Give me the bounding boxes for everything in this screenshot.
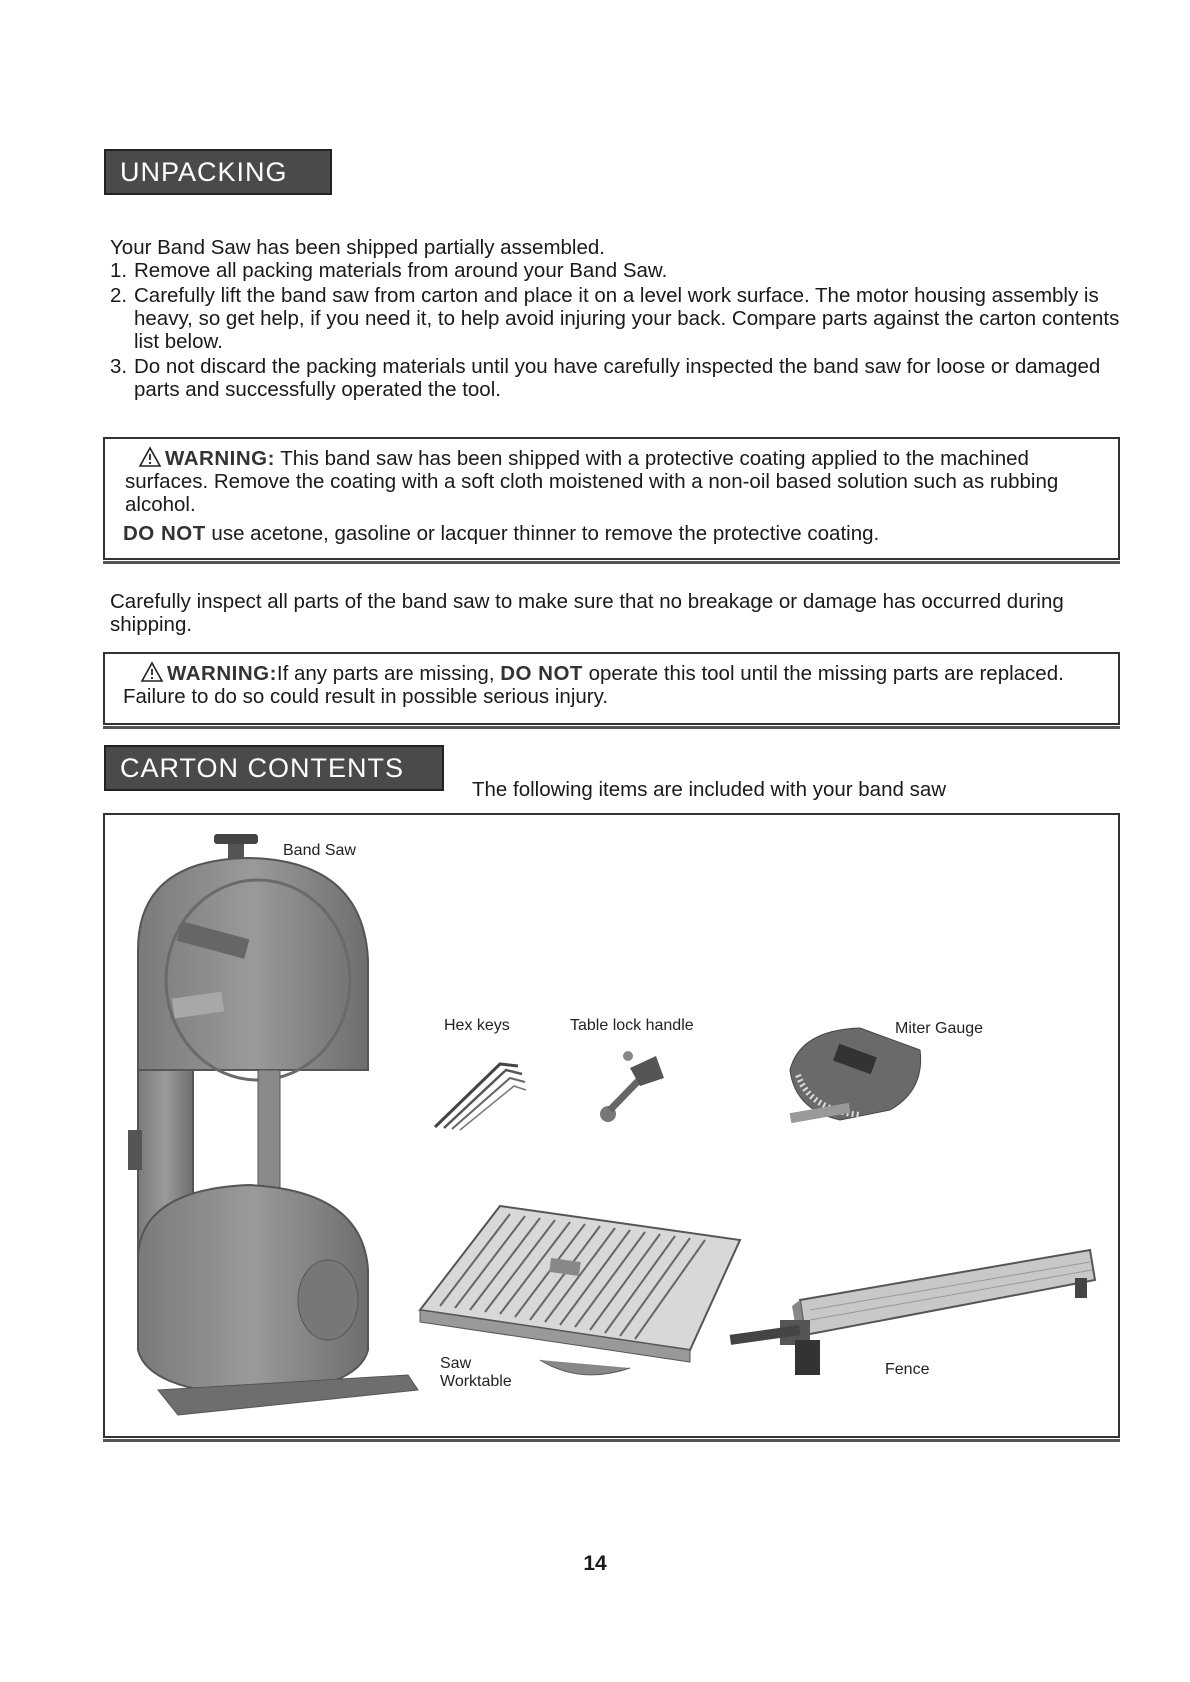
step-number: 1. (110, 259, 128, 282)
warning-box-missing-parts (103, 652, 1120, 725)
donot-label: DO NOT (123, 522, 206, 545)
unpacking-heading-text: UNPACKING (120, 156, 288, 187)
donot-label: DO NOT (500, 662, 583, 685)
fence-label: Fence (885, 1361, 930, 1378)
step-number: 2. (110, 284, 128, 307)
warning-text-b: operate this tool until the missing parts are replaced. Failure to do so could result in possible serious injury. (123, 662, 1064, 708)
step-text: Do not discard the packing materials until you have carefully inspected the band saw for loose or damaged parts and successfully operated the tool. (134, 355, 1101, 401)
warning-label: WARNING: (165, 447, 275, 470)
warning-label: WARNING: (167, 662, 277, 685)
hex-keys-illustration (430, 1052, 530, 1132)
band-saw-illustration (118, 830, 448, 1420)
step-number: 3. (110, 355, 128, 378)
table-lock-handle-illustration (588, 1046, 678, 1126)
unpacking-heading (104, 149, 332, 195)
carton-contents-heading-text: CARTON CONTENTS (120, 752, 405, 783)
table-lock-handle-label: Table lock handle (570, 1017, 694, 1034)
warning-triangle-icon (141, 662, 163, 682)
inspect-text: Carefully inspect all parts of the band saw to make sure that no breakage or damage has occurred during shipping. (110, 590, 1064, 636)
warning-box-coating (103, 437, 1120, 560)
step-text: Carefully lift the band saw from carton and place it on a level work surface. The motor housing assembly is heavy, so get help, if you need it, to help avoid injuring your back. Compare parts against the carton contents list below. (134, 284, 1120, 353)
list-item (110, 284, 1130, 353)
miter-gauge-label: Miter Gauge (895, 1020, 984, 1037)
saw-worktable-label (440, 1355, 512, 1391)
donot-text: use acetone, gasoline or lacquer thinner to remove the protective coating. (205, 522, 880, 545)
list-item (110, 259, 1130, 282)
warning-paragraph (113, 662, 1110, 708)
band-saw-label: Band Saw (283, 842, 356, 859)
unpacking-intro: Your Band Saw has been shipped partially assembled. (110, 236, 605, 259)
warning-text-a: If any parts are missing, (276, 662, 501, 685)
hex-keys-label: Hex keys (444, 1017, 510, 1034)
donot-paragraph (113, 522, 1110, 545)
step-text: Remove all packing materials from around your Band Saw. (134, 259, 668, 282)
list-item (110, 355, 1130, 401)
carton-contents-heading (104, 745, 444, 791)
unpacking-steps (110, 259, 1130, 403)
carton-contents-intro: The following items are included with your band saw (472, 778, 947, 801)
page-number: 14 (583, 1552, 607, 1575)
warning-paragraph (113, 447, 1110, 516)
saw-worktable-label-line2: Worktable (440, 1373, 512, 1390)
saw-worktable-label-line1: Saw (440, 1355, 472, 1372)
warning-triangle-icon (139, 447, 161, 467)
warning-text: This band saw has been shipped with a protective coating applied to the machined surfaces. Remove the coating with a soft cloth moistened with a non-oil based solution such as rubbing alcohol. (125, 447, 1059, 516)
fence-illustration (720, 1240, 1100, 1380)
